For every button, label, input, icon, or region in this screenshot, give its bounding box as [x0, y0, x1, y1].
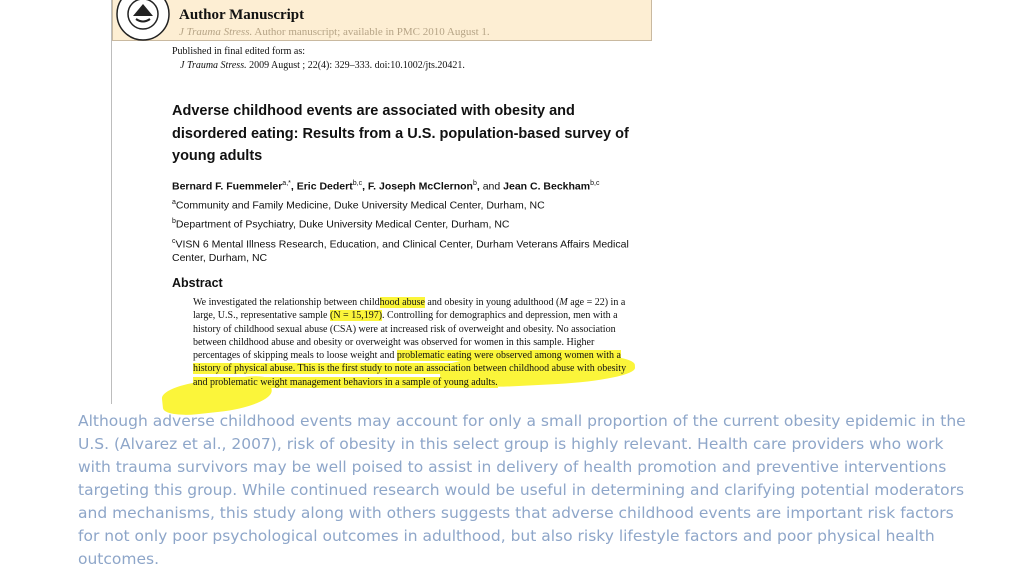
- nih-manuscript-banner: [112, 0, 652, 41]
- affiliation-b: $^b$Department of Psychiatry, Duke University Medical Center, Durham, NC: [172, 218, 510, 231]
- published-line: Published in final edited form as:: [172, 46, 306, 57]
- citation-line: J Trauma Stress. 2009 August ; 22(4): 329–333. doi:10.1002/jts.20421.: [180, 59, 465, 71]
- abstract-text: We investigated the relationship between childhood abuse and obesity in young adulthood (M age = 22) in a large, U.S., representative sample (N = 15,197). Controlling for demographics and depression, men with a history of childhood sexual abuse (CSA) were at increased risk of overweight and obesity. No association between childhood abuse and obesity or overweight was observed for women in this sample. Higher percentages of skipping meals to loose weight and problematic eating were observed among women with a history of physical abuse. This is the first study to note an association between childhood abuse with obesity and problematic weight management behaviors in a sample of young adults.: [193, 297, 627, 388]
- banner-availability: J Trauma Stress. Author manuscript; available in PMC 2010 August 1.: [179, 26, 490, 38]
- author-list: Bernard F. Fuemmeler$^{a,*}$, Eric Dedert$^{b,c}$, F. Joseph McClernon$^b$, and Jean C. Beckham$^{b,c}$: [172, 180, 600, 193]
- nih-seal-logo: [115, 0, 171, 42]
- banner-title: Author Manuscript: [179, 7, 305, 23]
- article-title: Adverse childhood events are associated with obesity and disordered eating: Results from a U.S. population-based survey of young adults: [172, 103, 629, 164]
- publication-info: [172, 45, 465, 72]
- affiliation-a: $^a$Community and Family Medicine, Duke University Medical Center, Durham, NC: [172, 199, 545, 212]
- affiliation-c: $^c$VISN 6 Mental Illness Research, Education, and Clinical Center, Durham Veterans Affairs Medical Center, Durham, NC: [172, 238, 629, 264]
- summary-overlay-text: Although adverse childhood events may account for only a small proportion of the current obesity epidemic in the U.S. (Alvarez et al., 2007), risk of obesity in this select group is highly relevant. Health care providers who work with trauma survivors may be well poised to assist in delivery of health promotion and preventive interventions targeting this group. While continued research would be useful in determining and clarifying potential moderators and mechanisms, this study along with others suggests that adverse childhood events are important risk factors for not only poor psychological outcomes in adulthood, but also risky lifestyle factors and poor physical health outcomes.: [78, 412, 966, 568]
- abstract-heading: Abstract: [172, 276, 223, 290]
- page-left-border: [111, 0, 112, 404]
